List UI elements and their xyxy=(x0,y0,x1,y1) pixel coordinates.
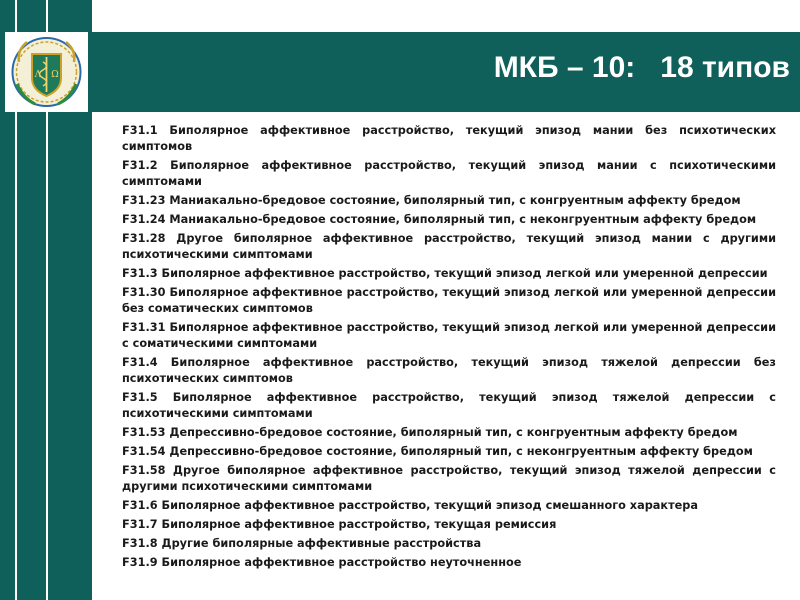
list-item: F31.4 Биполярное аффективное расстройство, текущий эпизод тяжелой депрессии без психотических симптомов xyxy=(122,356,776,385)
icd-code-list xyxy=(122,123,776,574)
list-item: F31.54 Депрессивно-бредовое состояние, биполярный тип, с неконгруентным аффекту бредом xyxy=(122,445,753,458)
list-item: F31.1 Биполярное аффективное расстройство, текущий эпизод мании без психотических симптомов xyxy=(122,124,776,153)
list-item: F31.7 Биполярное аффективное расстройство, текущая ремиссия xyxy=(122,518,557,531)
list-item: F31.58 Другое биполярное аффективное расстройство, текущий эпизод тяжелой депрессии с другими психотическими симптомами xyxy=(122,464,776,493)
list-item: F31.5 Биполярное аффективное расстройство, текущий эпизод тяжелой депрессии с психотическими симптомами xyxy=(122,391,776,420)
list-item: F31.3 Биполярное аффективное расстройство, текущий эпизод легкой или умеренной депрессии xyxy=(122,267,768,280)
list-item: F31.23 Маниакально-бредовое состояние, биполярный тип, с конгруентным аффекту бредом xyxy=(122,194,741,207)
list-item: F31.30 Биполярное аффективное расстройство, текущий эпизод легкой или умеренной депрессии без соматических симптомов xyxy=(122,286,776,315)
list-item: F31.24 Маниакально-бредовое состояние, биполярный тип, с неконгруентным аффекту бредом xyxy=(122,213,757,226)
list-item: F31.53 Депрессивно-бредовое состояние, биполярный тип, с конгруентным аффекту бредом xyxy=(122,426,738,439)
logo-letter: Ω xyxy=(51,70,59,80)
list-item: F31.9 Биполярное аффективное расстройство неуточненное xyxy=(122,556,522,569)
list-item: F31.2 Биполярное аффективное расстройство, текущий эпизод мании с психотическими симптомами xyxy=(122,159,776,188)
emblem-icon xyxy=(5,32,88,112)
list-item: F31.8 Другие биполярные аффективные расстройства xyxy=(122,537,482,550)
list-item: F31.6 Биполярное аффективное расстройство, текущий эпизод смешанного характера xyxy=(122,499,699,512)
logo xyxy=(5,32,88,112)
logo-letter: Λ xyxy=(34,70,42,80)
list-item: F31.28 Другое биполярное аффективное расстройство, текущий эпизод мании с другими психотическими симптомами xyxy=(122,232,776,261)
list-item: F31.31 Биполярное аффективное расстройство, текущий эпизод легкой или умеренной депрессии с соматическими симптомами xyxy=(122,321,776,350)
page-title: МКБ – 10: 18 типов xyxy=(493,51,790,84)
